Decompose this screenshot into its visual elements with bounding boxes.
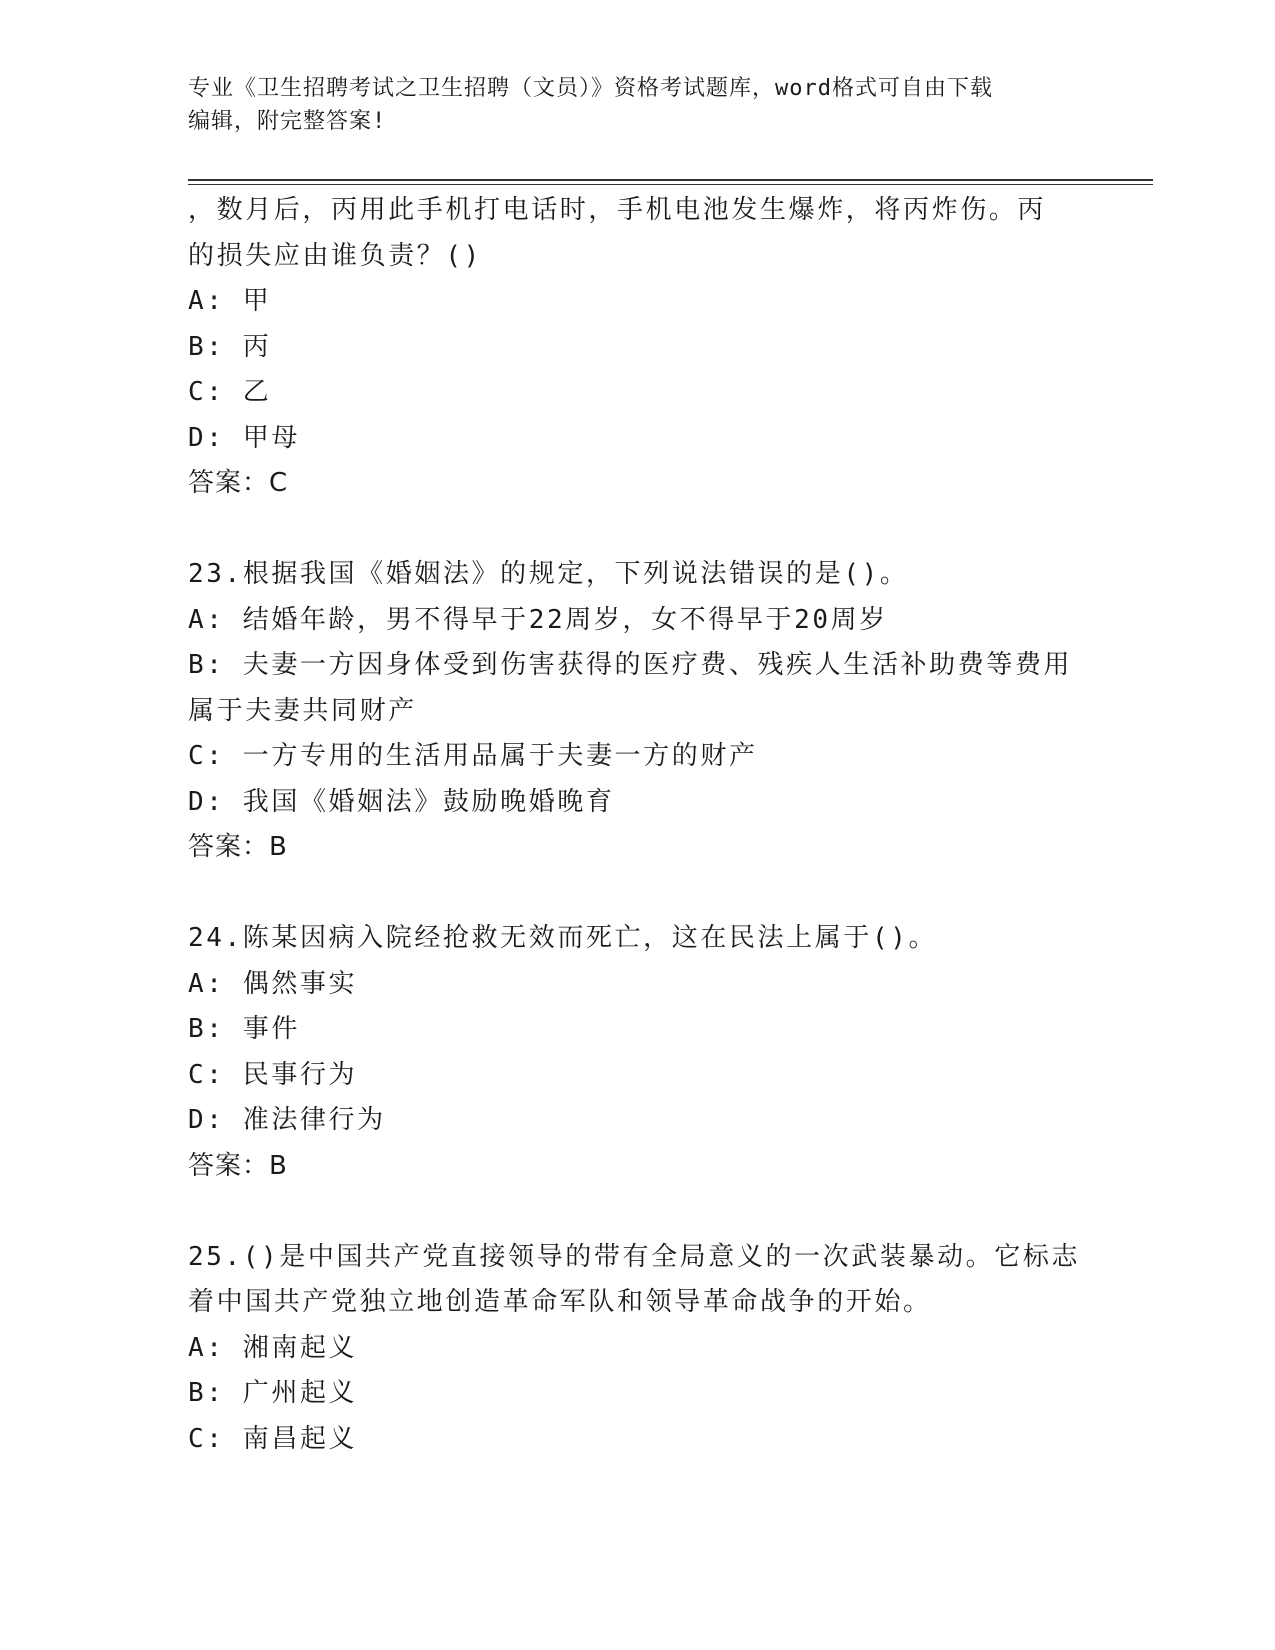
option-c: C: 民事行为: [188, 1059, 358, 1090]
question-stem-continuation: 着中国共产党独立地创造革命军队和领导革命战争的开始。: [188, 1287, 932, 1317]
option-d: D: 准法律行为: [188, 1105, 386, 1135]
option-a: A: 偶然事实: [188, 968, 358, 999]
question-list: [188, 188, 1088, 1462]
question-24: [188, 916, 1088, 1189]
option-c: C: 乙: [188, 377, 272, 407]
header-title-line-2: 编辑，附完整答案!: [188, 109, 387, 134]
header-divider-thick: [188, 179, 1153, 181]
option-b-continuation: 属于夫妻共同财产: [188, 695, 417, 726]
answer-label: 答案：C: [188, 468, 289, 498]
option-d: D: 我国《婚姻法》鼓励晚婚晚育: [188, 786, 615, 817]
option-c: C: 南昌起义: [188, 1423, 358, 1454]
spacer: [188, 1189, 1088, 1235]
question-fragment: [188, 188, 1088, 507]
option-b: B: 丙: [188, 331, 272, 362]
question-stem-line: 的损失应由谁负责？(): [188, 240, 482, 271]
document-header: [188, 72, 1088, 138]
option-a: A: 结婚年龄，男不得早于22周岁，女不得早于20周岁: [188, 604, 888, 635]
question-stem: 24.陈某因病入院经抢救无效而死亡，这在民法上属于()。: [188, 923, 938, 953]
header-divider-thin: [188, 184, 1153, 185]
option-d: D: 甲母: [188, 422, 300, 453]
option-b: B: 夫妻一方因身体受到伤害获得的医疗费、残疾人生活补助费等费用: [188, 650, 1073, 680]
answer-label: 答案：B: [188, 832, 288, 862]
question-stem: 25.()是中国共产党直接领导的带有全局意义的一次武装暴动。它标志: [188, 1241, 1081, 1272]
spacer: [188, 507, 1088, 553]
option-a: A: 湘南起义: [188, 1332, 358, 1363]
option-c: C: 一方专用的生活用品属于夫妻一方的财产: [188, 741, 758, 771]
answer-label: 答案：B: [188, 1150, 288, 1181]
option-a: A: 甲: [188, 286, 272, 316]
question-25: [188, 1235, 1088, 1463]
option-b: B: 广州起义: [188, 1378, 358, 1408]
header-title-line-1: 专业《卫生招聘考试之卫生招聘（文员）》资格考试题库，word格式可自由下载: [188, 76, 993, 101]
option-b: B: 事件: [188, 1014, 300, 1044]
spacer: [188, 871, 1088, 917]
question-stem-line: ，数月后，丙用此手机打电话时，手机电池发生爆炸，将丙炸伤。丙: [188, 195, 1047, 225]
question-stem: 23.根据我国《婚姻法》的规定，下列说法错误的是()。: [188, 559, 909, 589]
question-23: [188, 552, 1088, 871]
